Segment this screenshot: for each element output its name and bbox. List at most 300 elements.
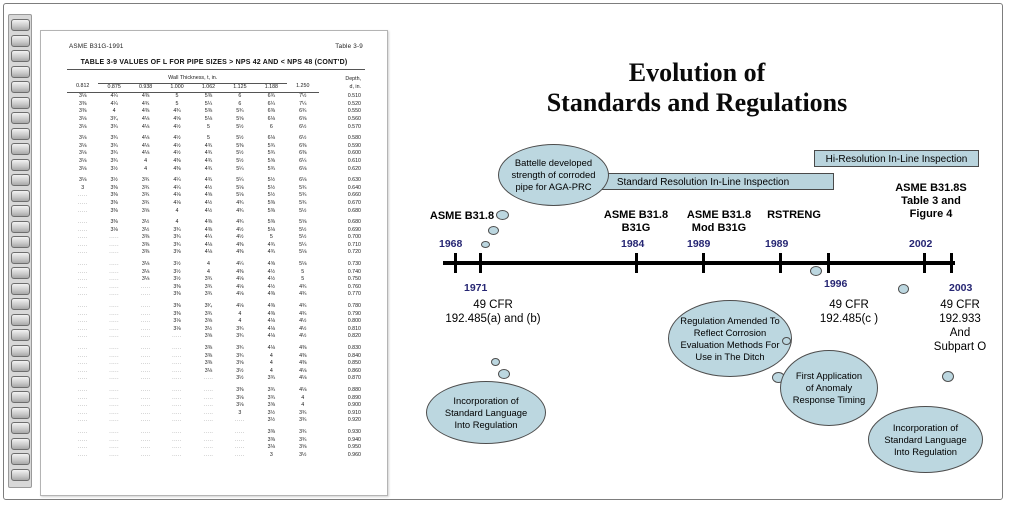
table-row — [67, 261, 365, 269]
table-cell: 3⅛ — [79, 142, 87, 149]
table-cell: 3⅝ — [204, 318, 213, 325]
table-cell-depth: 0.680 — [347, 207, 361, 214]
table-cell: 5⅜ — [204, 108, 213, 115]
spiral-ring — [11, 221, 30, 233]
table-cell: 5⅜ — [236, 142, 244, 149]
table-cell: ..... — [203, 436, 214, 443]
table-cell: 3⅜ — [173, 291, 181, 298]
table-row — [67, 158, 365, 166]
table-cell: 3⅜ — [204, 352, 213, 359]
table-cell: ..... — [203, 409, 214, 416]
table-cell: 3½ — [173, 276, 181, 283]
table-cell: ..... — [77, 394, 88, 401]
spiral-ring — [11, 360, 30, 372]
table-cell: 4⅛ — [267, 345, 276, 351]
table-cell: 4¾ — [267, 249, 276, 256]
table-cell-depth: 0.520 — [347, 100, 361, 107]
bubble-battelle-tail-2 — [488, 226, 499, 235]
table-cell: ..... — [140, 310, 151, 317]
table-cell: ..... — [140, 444, 151, 451]
table-cell: ..... — [109, 402, 120, 409]
table-cell: ..... — [109, 261, 120, 268]
table-cell: 6¾ — [299, 108, 307, 115]
table-cell: ..... — [109, 291, 120, 298]
table-cell: ..... — [77, 219, 88, 226]
table-cell-depth: 0.590 — [347, 142, 361, 149]
table-cell: 4¼ — [110, 100, 118, 107]
table-cell: 3¾ — [299, 428, 307, 435]
table-cell-depth: 0.950 — [347, 444, 361, 451]
table-cell: ..... — [172, 345, 182, 351]
table-cell: 5⅛ — [236, 184, 244, 191]
table-row — [67, 284, 365, 292]
table-cell: 3³⁄₄ — [204, 303, 213, 310]
table-cell: 5¼ — [204, 100, 213, 107]
table-cell: 5¾ — [267, 150, 276, 157]
table-cell: 3⅛ — [79, 135, 87, 142]
table-cell-depth: 0.870 — [347, 375, 361, 382]
table-cell: 4⅛ — [267, 333, 276, 340]
table-cell: 3⅜ — [173, 283, 181, 290]
table-cell: ..... — [77, 386, 88, 393]
table-cell: 3¾ — [110, 135, 118, 142]
table-row — [67, 227, 365, 235]
table-row — [67, 150, 365, 158]
table-row — [67, 116, 365, 124]
table-cell: 6⅝ — [299, 115, 307, 122]
table-cell: 3½ — [173, 261, 181, 268]
table-row — [67, 101, 365, 109]
table-cell-depth: 0.560 — [347, 115, 361, 122]
table-cell: 3⅛ — [236, 394, 244, 401]
table-cell: 3⅛ — [141, 261, 150, 268]
table-cell: 4½ — [267, 276, 276, 283]
table-cell: 4 — [206, 261, 210, 268]
table-cell: ..... — [109, 333, 120, 340]
table-cell: 4⅛ — [236, 303, 244, 310]
table-cell-depth: 0.820 — [347, 333, 361, 340]
table-cell: 5⅛ — [204, 115, 213, 122]
table-cell: 3⅝ — [236, 360, 244, 367]
table-cell: 4⅛ — [236, 276, 244, 283]
table-cell: 5⅛ — [299, 261, 307, 268]
table-cell: 6¼ — [299, 157, 307, 164]
table-cell: 4⅜ — [236, 268, 244, 275]
table-cell: ..... — [109, 375, 120, 382]
table-cell: 4½ — [299, 318, 307, 325]
bubble-battelle-tail-1 — [496, 210, 509, 220]
table-cell-depth: 0.920 — [347, 417, 361, 424]
table-cell-depth: 0.730 — [347, 261, 361, 268]
table-cell: 3½ — [141, 226, 150, 233]
spiral-ring — [11, 35, 30, 47]
table-cell: 3⅝ — [267, 402, 276, 409]
table-cell: ..... — [77, 451, 88, 458]
table-cell: ..... — [77, 428, 88, 435]
table-cell: 3⅜ — [173, 310, 181, 317]
table-cell: ..... — [77, 249, 88, 256]
table-row — [67, 185, 365, 193]
table-cell: ..... — [140, 360, 151, 367]
table-cell-depth: 0.580 — [347, 135, 361, 142]
table-cell: ..... — [77, 226, 88, 233]
year-1971: 1971 — [464, 282, 488, 294]
bubble-regulation-amended-tail-2 — [782, 337, 791, 345]
table-cell: ..... — [77, 268, 88, 275]
table-column-header: 0.812 — [67, 83, 98, 93]
table-cell: ..... — [77, 234, 88, 241]
table-cell: 5⅛ — [236, 192, 244, 199]
table-cell: ..... — [172, 386, 182, 393]
table-cell: 6⅜ — [299, 150, 307, 157]
table-cell-depth: 0.800 — [347, 318, 361, 325]
label-asme-b31-8s: ASME B31.8S Table 3 and Figure 4 — [895, 182, 967, 220]
table-cell: 5 — [175, 100, 179, 107]
table-cell-depth: 0.690 — [347, 226, 361, 233]
table-cell: 3¾ — [173, 234, 181, 241]
table-cell: ..... — [109, 367, 120, 374]
table-cell: 3⅜ — [141, 241, 150, 248]
table-row — [67, 402, 365, 410]
table-cell: ..... — [140, 318, 151, 325]
table-head — [67, 75, 365, 93]
table-cell: 4⅛ — [204, 249, 213, 256]
table-cell: 4 — [301, 402, 305, 409]
table-cell: 4¾ — [204, 142, 213, 149]
slide-title-line1: Evolution of — [628, 58, 766, 87]
table-cell: 4⅜ — [299, 345, 307, 351]
table-cell: ..... — [109, 325, 120, 332]
spiral-ring — [11, 81, 30, 93]
table-row — [67, 303, 365, 311]
table-cell: 3⅛ — [141, 276, 150, 283]
table-cell: 5¾ — [236, 108, 244, 115]
table-cell: 4⅜ — [236, 241, 244, 248]
table-cell-depth: 0.930 — [347, 428, 361, 435]
table-cell: 4¾ — [204, 177, 213, 184]
table-cell: 4⅜ — [173, 157, 181, 164]
table-cell-depth: 0.630 — [347, 177, 361, 184]
table-cell-depth: 0.620 — [347, 165, 361, 172]
table-cell: ..... — [203, 451, 214, 458]
table-column-header: 1.062 — [193, 83, 224, 93]
label-asme-b31-8-mod-b31g: ASME B31.8 Mod B31G — [686, 209, 752, 234]
table-cell: 4 — [144, 165, 148, 172]
table-cell: 5¾ — [299, 199, 307, 206]
table-cell: 4¾ — [236, 219, 244, 226]
table-cell: 3 — [81, 184, 85, 191]
table-cell: ..... — [77, 367, 88, 374]
table-cell: ..... — [77, 345, 88, 351]
table-row — [67, 276, 365, 284]
table-cell: 4⅝ — [267, 261, 276, 268]
table-cell-depth: 0.710 — [347, 241, 361, 248]
table-cell: 3¾ — [267, 394, 276, 401]
bubble-incorporation-1971: Incorporation of Standard Language Into Regulation — [426, 381, 546, 444]
table-cell: 4¾ — [267, 241, 276, 248]
table-cell: 4⅜ — [236, 249, 244, 256]
table-cell: 5⅜ — [204, 93, 213, 100]
table-cell: 3¾ — [110, 157, 118, 164]
table-cell: ..... — [109, 352, 120, 359]
table-cell: ..... — [109, 428, 120, 435]
table-cell: 3¾ — [110, 123, 118, 130]
table-cell: 3⅛ — [79, 165, 87, 172]
table-cell: ..... — [77, 333, 88, 340]
table-cell: 6⅛ — [267, 115, 276, 122]
document-title-rule — [67, 69, 365, 70]
table-cell: 5¾ — [299, 192, 307, 199]
table-cell: 3⅛ — [79, 93, 87, 100]
table-cell: 4⅛ — [236, 283, 244, 290]
table-cell: ..... — [77, 360, 88, 367]
bubble-incorporation-2003: Incorporation of Standard Language Into Regulation — [868, 406, 983, 473]
table-cell: 6⅜ — [267, 108, 276, 115]
table-cell: 3⅜ — [141, 234, 150, 241]
table-cell: 3⅜ — [79, 100, 87, 107]
table-cell: ..... — [77, 199, 88, 206]
table-cell: 3¾ — [236, 333, 244, 340]
table-row — [67, 177, 365, 185]
bubble-incorporation-2003-tail-1 — [942, 371, 954, 382]
table-cell: 6⅜ — [299, 142, 307, 149]
table-cell: 3¾ — [267, 375, 276, 382]
label-49-cfr-192-485-a-b: 49 CFR 192.485(a) and (b) — [445, 299, 541, 325]
table-row — [67, 375, 365, 383]
table-row — [67, 410, 365, 418]
table-cell: 4⅛ — [204, 241, 213, 248]
table-cell: 5¾ — [267, 142, 276, 149]
table-cell: 3¾ — [299, 417, 307, 424]
table-cell: 3⅜ — [110, 219, 118, 226]
table-cell: 4¾ — [299, 291, 307, 298]
table-cell: ..... — [203, 375, 214, 382]
table-cell: ..... — [140, 451, 151, 458]
table-cell: ..... — [77, 409, 88, 416]
table-cell: 4¾ — [141, 100, 150, 107]
table-cell-depth: 0.670 — [347, 199, 361, 206]
year-2002: 2002 — [909, 238, 933, 250]
spiral-ring — [11, 329, 30, 341]
table-cell: 5¼ — [236, 165, 244, 172]
table-cell: ..... — [109, 318, 120, 325]
table-cell-depth: 0.570 — [347, 123, 361, 130]
table-row — [67, 291, 365, 299]
table-cell: ..... — [140, 436, 151, 443]
spiral-ring — [11, 205, 30, 217]
table-cell: ..... — [77, 436, 88, 443]
spiral-ring — [11, 143, 30, 155]
table-cell: 3⅛ — [141, 268, 150, 275]
table-cell: ..... — [109, 417, 120, 424]
table-cell: ..... — [77, 291, 88, 298]
table-cell: ..... — [77, 207, 88, 214]
table-cell: 4¾ — [299, 283, 307, 290]
table-row — [67, 311, 365, 319]
table-cell: 3¾ — [173, 226, 181, 233]
spiral-ring — [11, 190, 30, 202]
bar-standard-resolution-inline-inspection: Standard Resolution In-Line Inspection — [572, 173, 834, 190]
table-cell: 5 — [269, 234, 273, 241]
table-cell: 5⅝ — [299, 219, 307, 226]
table-cell: ..... — [109, 444, 120, 451]
spiral-ring — [11, 469, 30, 481]
slide-content — [395, 10, 999, 493]
depth-column-header: Depth, d, in. — [345, 76, 361, 90]
table-cell: ..... — [203, 417, 214, 424]
table-cell: 3½ — [204, 325, 213, 332]
table-cell: ..... — [172, 428, 182, 435]
table-cell: 4½ — [267, 268, 276, 275]
timeline-tick-1968 — [454, 253, 457, 273]
table-cell: 3½ — [236, 375, 244, 382]
table-cell: 4⅛ — [299, 375, 307, 382]
table-row — [67, 269, 365, 277]
table-cell: 3½ — [299, 451, 307, 458]
spiral-ring — [11, 267, 30, 279]
year-1989-a: 1989 — [687, 238, 711, 250]
table-row — [67, 387, 365, 395]
table-column-header: 0.938 — [130, 83, 161, 93]
spiral-binding — [8, 14, 32, 488]
table-cell: ..... — [109, 303, 120, 310]
table-cell: ..... — [172, 360, 182, 367]
table-cell: 4 — [206, 268, 210, 275]
table-cell: 4¾ — [204, 157, 213, 164]
table-cell: 4⅝ — [173, 115, 181, 122]
table-cell: 4⅜ — [141, 93, 150, 100]
table-cell: 5½ — [236, 157, 244, 164]
table-cell: 5¼ — [299, 241, 307, 248]
table-cell: ..... — [140, 402, 151, 409]
table-cell: ..... — [140, 303, 151, 310]
table-cell: 4½ — [204, 199, 213, 206]
table-cell: 3⅜ — [267, 428, 276, 435]
table-row — [67, 108, 365, 116]
table-cell: 5⅜ — [267, 199, 276, 206]
table-cell: 3⅜ — [110, 199, 118, 206]
table-cell: 4 — [269, 352, 273, 359]
table-cell: 3⅜ — [204, 360, 213, 367]
table-cell: 5½ — [236, 150, 244, 157]
table-cell: 5¾ — [299, 184, 307, 191]
spiral-ring — [11, 407, 30, 419]
table-cell-depth: 0.700 — [347, 234, 361, 241]
table-cell: 4½ — [236, 234, 244, 241]
table-cell-depth: 0.900 — [347, 402, 361, 409]
spiral-ring — [11, 314, 30, 326]
table-cell: 3¾ — [141, 177, 150, 184]
table-cell: ..... — [109, 409, 120, 416]
table-cell: ..... — [234, 451, 245, 458]
table-cell: 5½ — [299, 234, 307, 241]
table-cell: 4½ — [299, 333, 307, 340]
table-cell: ..... — [172, 444, 182, 451]
table-cell: 4⅜ — [299, 352, 307, 359]
table-cell-depth: 0.780 — [347, 303, 361, 310]
table-cell: 4⅛ — [141, 115, 150, 122]
table-cell: 4½ — [236, 226, 244, 233]
table-cell-depth: 0.830 — [347, 345, 361, 351]
table-cell: 3⅛ — [79, 150, 87, 157]
table-cell: 5½ — [236, 135, 244, 142]
table-cell: ..... — [109, 360, 120, 367]
table-cell: 5¾ — [267, 165, 276, 172]
table-cell: ..... — [203, 444, 214, 451]
table-cell: 3¾ — [173, 241, 181, 248]
table-cell: 4¼ — [173, 177, 181, 184]
document-header-right: Table 3-9 — [335, 43, 363, 50]
table-cell: 3⅜ — [267, 436, 276, 443]
table-cell: ..... — [77, 352, 88, 359]
table-cell: 5½ — [236, 123, 244, 130]
spiral-ring — [11, 376, 30, 388]
table-cell: ..... — [109, 276, 120, 283]
table-cell: 6⅛ — [299, 177, 307, 184]
table-cell: 4⅛ — [267, 325, 276, 332]
table-cell: ..... — [140, 325, 151, 332]
spiral-ring — [11, 159, 30, 171]
table-cell: ..... — [172, 409, 182, 416]
spiral-ring — [11, 66, 30, 78]
table-cell: 3½ — [141, 219, 150, 226]
bubble-incorporation-1971-tail-2 — [491, 358, 500, 366]
table-cell: 3¾ — [299, 436, 307, 443]
table-cell-depth: 0.600 — [347, 150, 361, 157]
timeline-axis — [443, 261, 955, 265]
table-cell: 4⅛ — [267, 318, 276, 325]
table-cell: ..... — [109, 283, 120, 290]
table-cell: 3¾ — [204, 310, 213, 317]
table-cell: 5½ — [299, 207, 307, 214]
table-cell: ..... — [172, 402, 182, 409]
table-row — [67, 219, 365, 227]
table-cell: 3¾ — [236, 345, 244, 351]
table-cell: ..... — [77, 325, 88, 332]
table-cell: 3⅛ — [267, 444, 276, 451]
table-cell: 4⅛ — [173, 199, 181, 206]
spiral-ring — [11, 252, 30, 264]
label-49-cfr-192-933: 49 CFR 192.933 And Subpart O — [933, 299, 987, 353]
table-cell: 6¾ — [267, 93, 276, 100]
table-row — [67, 318, 365, 326]
table-cell: 4⅜ — [173, 165, 181, 172]
table-cell: 4⅜ — [141, 108, 150, 115]
table-cell: 3¾ — [204, 276, 213, 283]
table-cell: ..... — [140, 367, 151, 374]
table-cell-depth: 0.860 — [347, 367, 361, 374]
timeline-tick-2003 — [950, 253, 953, 273]
spiral-ring — [11, 50, 30, 62]
table-cell: 3¾ — [141, 192, 150, 199]
table-cell-depth: 0.640 — [347, 184, 361, 191]
table-cell: 3¾ — [299, 409, 307, 416]
table-row — [67, 437, 365, 445]
table-cell: 4 — [269, 367, 273, 374]
table-cell: ..... — [140, 417, 151, 424]
table-cell: ..... — [234, 428, 245, 435]
slide-title — [395, 58, 999, 118]
table-cell: ..... — [203, 386, 214, 393]
table-cell: 3¾ — [236, 325, 244, 332]
table-row — [67, 135, 365, 143]
table-cell: 6⅛ — [299, 165, 307, 172]
table-cell: 3⅛ — [79, 177, 87, 184]
timeline-tick-1989b — [779, 253, 782, 273]
table-cell: 3⅜ — [141, 249, 150, 256]
table-cell: 3⅝ — [141, 207, 150, 214]
table-cell: 3⅛ — [204, 367, 213, 374]
